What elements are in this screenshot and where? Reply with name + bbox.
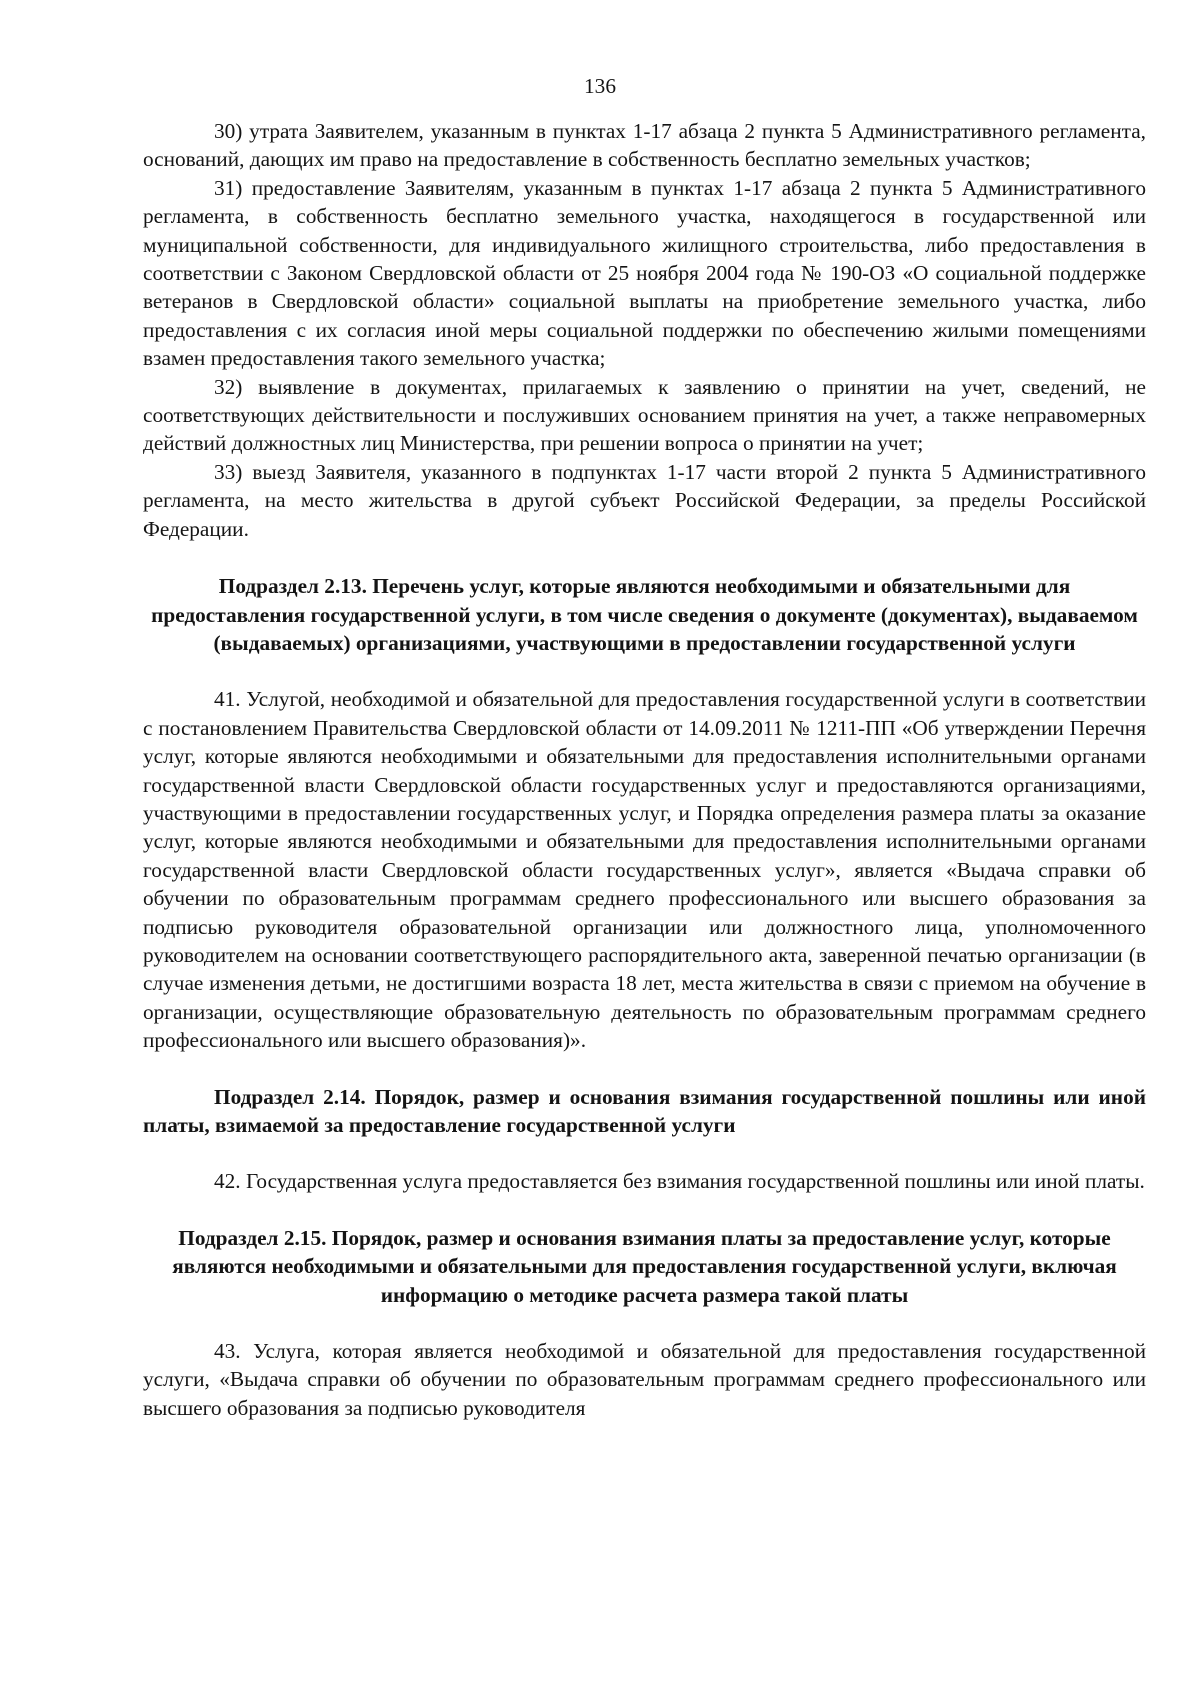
section-heading-2-14: Подраздел 2.14. Порядок, размер и основания взимания государственной пошлины или иной платы, взимаемой за предоставление государственной услуги [143, 1084, 1146, 1137]
paragraph-item-31: 31) предоставление Заявителям, указанным в пунктах 1-17 абзаца 2 пункта 5 Административного регламента, в собственность бесплатно земельного участка, находящегося в государственной или муниципальной собственности, для индивидуального жилищного строительства, либо предоставления в соответствии с Законом Свердловской области от 25 ноября 2004 года № 190-ОЗ «О социальной поддержке ветеранов в Свердловской области» социальной выплаты на приобретение земельного участка, либо предоставления с их согласия иной меры социальной поддержки по обеспечению жилыми помещениями взамен предоставления такого земельного участка; [143, 175, 1146, 371]
paragraph-item-33: 33) выезд Заявителя, указанного в подпунктах 1-17 части второй 2 пункта 5 Административного регламента, на место жительства в другой субъект Российской Федерации, за пределы Российской Федерации. [143, 459, 1146, 541]
document-body [143, 117, 1146, 1422]
paragraph-42: 42. Государственная услуга предоставляется без взимания государственной пошлины или иной платы. [214, 1169, 1145, 1194]
page-number: 136 [584, 74, 616, 98]
paragraph-43: 43. Услуга, которая является необходимой и обязательной для предоставления государственной услуги, «Выдача справки об обучении по образовательным программам среднего профессионального или высшего образования за подписью руководителя [143, 1339, 1146, 1420]
section-heading-2-15: Подраздел 2.15. Порядок, размер и основания взимания платы за предоставление услуг, которые являются необходимыми и обязательными для предоставления государственной услуги, включая информацию о методике расчета размера такой платы [172, 1225, 1117, 1307]
paragraph-item-30: 30) утрата Заявителем, указанным в пунктах 1-17 абзаца 2 пункта 5 Административного регламента, оснований, дающих им право на предоставление в собственность бесплатно земельных участков; [143, 119, 1146, 172]
paragraph-item-32: 32) выявление в документах, прилагаемых к заявлению о принятии на учет, сведений, не соответствующих действительности и послуживших основанием принятия на учет, а также неправомерных действий должностных лиц Министерства, при решении вопроса о принятии на учет; [143, 374, 1146, 456]
section-heading-2-13: Подраздел 2.13. Перечень услуг, которые являются необходимыми и обязательными для предоставления государственной услуги, в том числе сведения о документе (документах), выдаваемом (выдаваемых) организациями, участвующими в предоставлении государственной услуги [151, 574, 1138, 655]
paragraph-41: 41. Услугой, необходимой и обязательной для предоставления государственной услуги в соответствии с постановлением Правительства Свердловской области от 14.09.2011 № 1211-ПП «Об утверждении Перечня услуг, которые являются необходимыми и обязательными для предоставления исполнительными органами государственной власти Свердловской области государственных услуг и предоставляются организациями, участвующими в предоставлении государственных услуг, и Порядка определения размера платы за оказание услуг, которые являются необходимыми и обязательными для предоставления исполнительными органами государственной власти Свердловской области государственных услуг», является «Выдача справки об обучении по образовательным программам среднего профессионального или высшего образования за подписью руководителя образовательной организации или должностного лица, уполномоченного руководителем на основании соответствующего распорядительного акта, заверенной печатью организации (в случае изменения детьми, не достигшими возраста 18 лет, места жительства в связи с приемом на обучение в организации, осуществляющие образовательную деятельность по образовательным программам среднего профессионального или высшего образования)». [143, 687, 1146, 1053]
